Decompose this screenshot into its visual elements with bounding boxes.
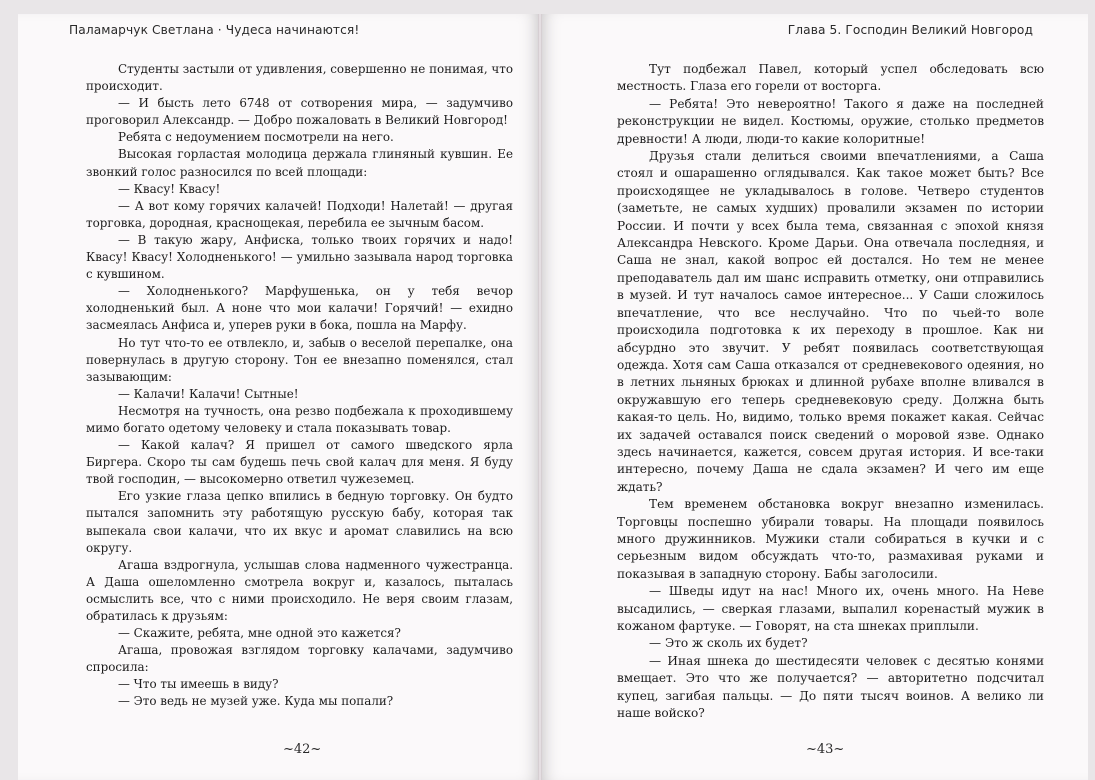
paragraph: Высокая горластая молодица держала глиняный кувшин. Ее звонкий голос разносился по всей площади:: [86, 147, 513, 179]
paragraph: — Это ж сколь их будет?: [649, 636, 808, 651]
paragraph: — Шведы идут на нас! Много их, очень много. На Неве высадились, — сверкая глазами, выпалил коренастый мужик в кожаном фартуке. — Говорят, на ста шнеках приплыли.: [617, 584, 1044, 633]
right-page-text: [617, 61, 1044, 722]
paragraph: — Иная шнека до шестидесяти человек с десятью конями вмещает. Это что же получается? — авторитетно подсчитал купец, загибая пальцы. — До пяти тысяч воинов. А велико ли наше войско?: [617, 653, 1044, 721]
paragraph: Тут подбежал Павел, который успел обследовать всю местность. Глаза его горели от восторга.: [617, 62, 1044, 94]
paragraph: — И бысть лето 6748 от сотворения мира, — задумчиво проговорил Александр. — Добро пожаловать в Великий Новгород!: [86, 96, 513, 128]
paragraph: Друзья стали делиться своими впечатлениями, а Саша стоял и ошарашенно оглядывался. Как такое может быть? Все происходящее не укладывалось в голове. Четверо студентов (заметьте, не самых худших) провалили экзамен по истории России. И почти у всех была тема, связанная с эпохой князя Александра Невского. Кроме Дарьи. Она отвечала последняя, и Саша не знал, какой вопрос ей достался. Но тем не менее преподаватель дал им шанс исправить отметку, они отправились в музей. И тут началось самое интересное... У Саши сложилось впечатление, что все неслучайно. Что по чьей-то воле происходила подготовка к их переходу в прошлое. Как ни абсурдно это звучит. У ребят появилась соответствующая одежда. Хотя сам Саша отказался от средневекового одеяния, но в летних льняных брюках и длинной рубахе вполне вливался в окружавшую его теперь средневековую среду. Должна быть какая-то цель. Но, видимо, только время покажет какая. Сейчас их задачей оставался поиск сведений о моровой язве. Однако здесь начинается, кажется, совсем другая история. И все-таки интересно, почему Даша не сдала экзамен? И чего им еще ждать?: [617, 149, 1044, 494]
paragraph: Несмотря на тучность, она резво подбежала к проходившему мимо богато одетому человеку и стала показывать товар.: [86, 403, 513, 435]
paragraph: Агаша, провожая взглядом торговку калачами, задумчиво спросила:: [86, 643, 513, 675]
paragraph: Ребята с недоумением посмотрели на него.: [118, 130, 394, 145]
book-gutter: [538, 14, 542, 780]
paragraph: — Это ведь не музей уже. Куда мы попали?: [118, 694, 394, 709]
paragraph: — Ребята! Это невероятно! Такого я даже на последней реконструкции не видел. Костюмы, оружие, столько предметов древности! А люди, люди-то какие колоритные!: [617, 96, 1044, 146]
paragraph: Тем временем обстановка вокруг внезапно изменилась. Торговцы поспешно убирали товары. На площади появилось много дружинников. Мужики стали собираться в кучки и с серьезным видом обсуждать что-то, размахивая руками и показывая в западную сторону. Бабы заголосили.: [617, 497, 1044, 581]
paragraph: — Скажите, ребята, мне одной это кажется?: [118, 626, 401, 641]
paragraph: Но тут что-то ее отвлекло, и, забыв о веселой перепалке, она повернулась в другую сторону. Тон ее внезапно поменялся, стал зазывающим:: [86, 335, 513, 384]
right-page-number: ~43~: [806, 742, 845, 757]
paragraph: — В такую жару, Анфиска, только твоих горячих и надо! Квасу! Квасу! Холодненького! — умильно зазывала народ торговка с кувшином.: [86, 232, 513, 282]
paragraph: — Калачи! Калачи! Сытные!: [118, 386, 299, 401]
paragraph: — Холодненького? Марфушенька, он у тебя вечор холодненький был. А ноне что мои калачи! Горячий! — ехидно засмеялась Анфиса и, уперев руки в бока, пошла на Марфу.: [86, 284, 513, 333]
paragraph: Студенты застыли от удивления, совершенно не понимая, что происходит.: [86, 62, 513, 94]
paragraph: — А вот кому горячих калачей! Подходи! Налетай! — другая торговка, дородная, краснощекая, перебила ее зычным басом.: [86, 198, 513, 230]
left-page-number: ~42~: [283, 742, 322, 757]
left-running-header: Паламарчук Светлана · Чудеса начинаются!: [69, 23, 360, 37]
paragraph: — Какой калач? Я пришел от самого шведского ярла Биргера. Скоро ты сам будешь печь свой калач для меня. Я буду твой господин, — высокомерно ответил чужеземец.: [86, 438, 513, 487]
left-page-text: [86, 61, 513, 711]
right-running-header: Глава 5. Господин Великий Новгород: [787, 23, 1033, 37]
paragraph: — Что ты имеешь в виду?: [118, 677, 279, 692]
paragraph: Его узкие глаза цепко впились в бедную торговку. Он будто пытался запомнить эту работящую русскую бабу, которая так выпекала свои калачи, что их вкус и аромат славились на всю округу.: [86, 489, 513, 555]
paragraph: Агаша вздрогнула, услышав слова надменного чужестранца. А Даша ошеломленно смотрела вокруг и, казалось, пыталась осмыслить все, что с ними происходило. Не веря своим глазам, обратилась к друзьям:: [86, 557, 513, 623]
paragraph: — Квасу! Квасу!: [118, 181, 221, 196]
